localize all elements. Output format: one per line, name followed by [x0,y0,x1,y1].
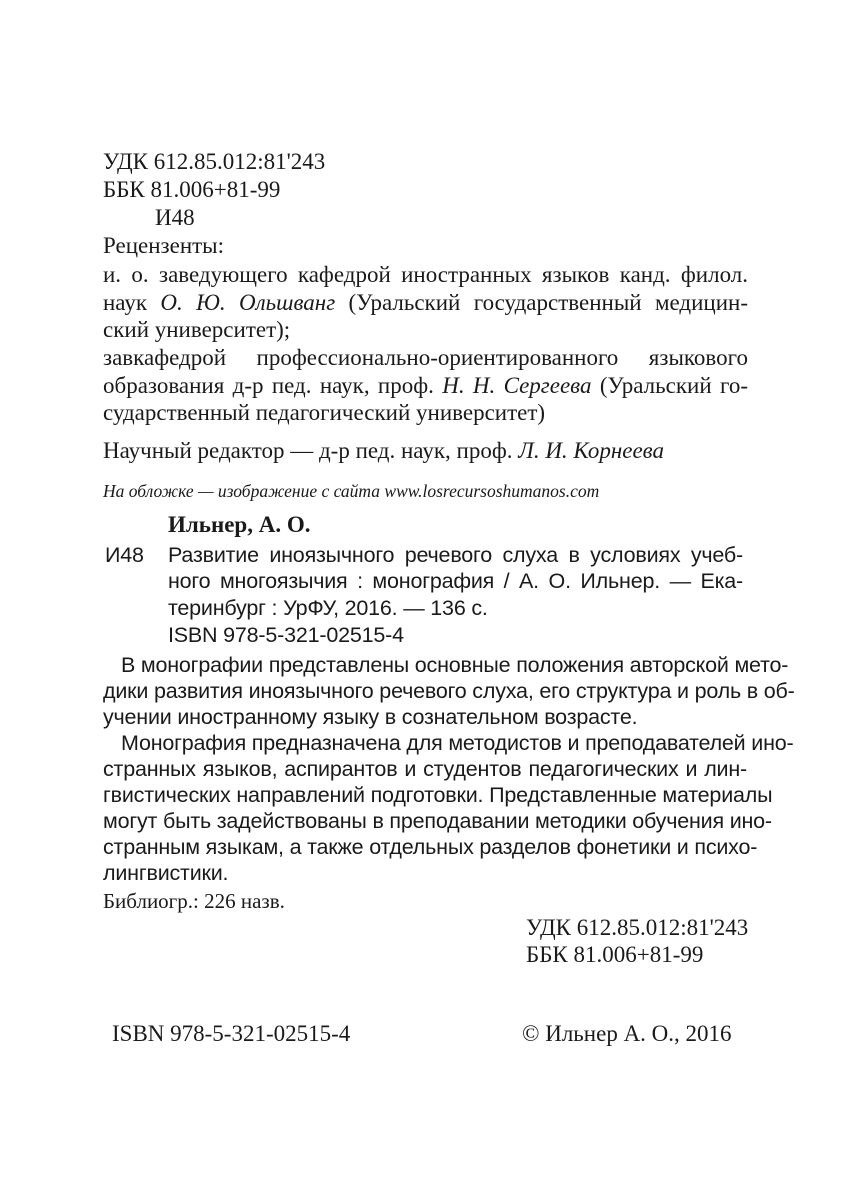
book-author: Ильнер, А. О. [168,512,311,537]
reviewer2-post: (Уральский го- [599,373,748,398]
book-isbn: ISBN 978-5-321-02515-4 [168,623,404,647]
reviewer1-line2 [103,290,748,316]
abstract-p1-l1: В монографии представлены основные положения авторской мето- [121,653,789,677]
abstract-p2-l2: странных языков, аспирантов и студентов педагогических и лин- [103,757,747,781]
reviewer1-name: О. Ю. Ольшванг [160,290,336,315]
abstract-p2-l1: Монография предназначена для методистов и преподавателей ино- [121,731,794,755]
editor-pre: Научный редактор — д-р пед. наук, проф. [103,438,513,463]
editor-line [103,438,664,464]
author-mark-top: И48 [155,205,195,230]
udk-top: УДК 612.85.012:81'243 [103,149,326,174]
book-title-line3: теринбург : УрФУ, 2016. — 136 с. [168,596,488,620]
cover-note: На обложке — изображение с сайта www.losrecursoshumanos.com [103,481,600,501]
abstract-p2-l4: могут быть задействованы в преподавании методики обучения ино- [103,809,772,833]
abstract-p2-l3: гвистических направлений подготовки. Представленные материалы [103,783,773,807]
reviewer2-name: Н. Н. Сергеева [442,373,592,398]
abstract-p2-l5: странным языкам, а также отдельных разделов фонетики и психо- [103,835,758,859]
book-title-line1: Развитие иноязычного речевого слуха в условиях учеб- [168,543,743,567]
copyright: © Ильнер А. О., 2016 [522,1021,732,1046]
reviewer1-post: (Уральский государственный медицин- [348,290,749,315]
bbk-bottom: ББК 81.006+81-99 [526,942,704,967]
abstract-p2-l6: лингвистики. [103,861,229,885]
reviewer2-line1: завкафедрой профессионально-ориентированного языкового [103,345,748,370]
reviewer1-line3: ский университет); [103,317,291,342]
book-title-line2: ного многоязычия : монография / А. О. Ильнер. — Ека- [168,569,743,593]
reviewer1-line1: и. о. заведующего кафедрой иностранных языков канд. филол. [103,262,748,287]
bibliography: Библиогр.: 226 назв. [103,889,285,913]
abstract-p1-l2: дики развития иноязычного речевого слуха, его структура и роль в об- [103,679,795,703]
editor-name: Л. И. Корнеева [518,438,664,463]
book-mark: И48 [105,543,144,567]
reviewer1-pre: наук [103,290,148,315]
reviewer2-line2 [103,373,748,399]
reviewers-heading: Рецензенты: [103,233,225,258]
abstract-p1-l3: учении иностранному языку в сознательном возрасте. [103,705,638,729]
reviewer2-line3: сударственный педагогический университет) [103,400,546,425]
udk-bottom: УДК 612.85.012:81'243 [526,915,749,940]
reviewer2-pre: образования д-р пед. наук, проф. [103,373,434,398]
isbn-bottom: ISBN 978-5-321-02515-4 [112,1021,351,1046]
bbk-top: ББК 81.006+81-99 [103,177,281,202]
